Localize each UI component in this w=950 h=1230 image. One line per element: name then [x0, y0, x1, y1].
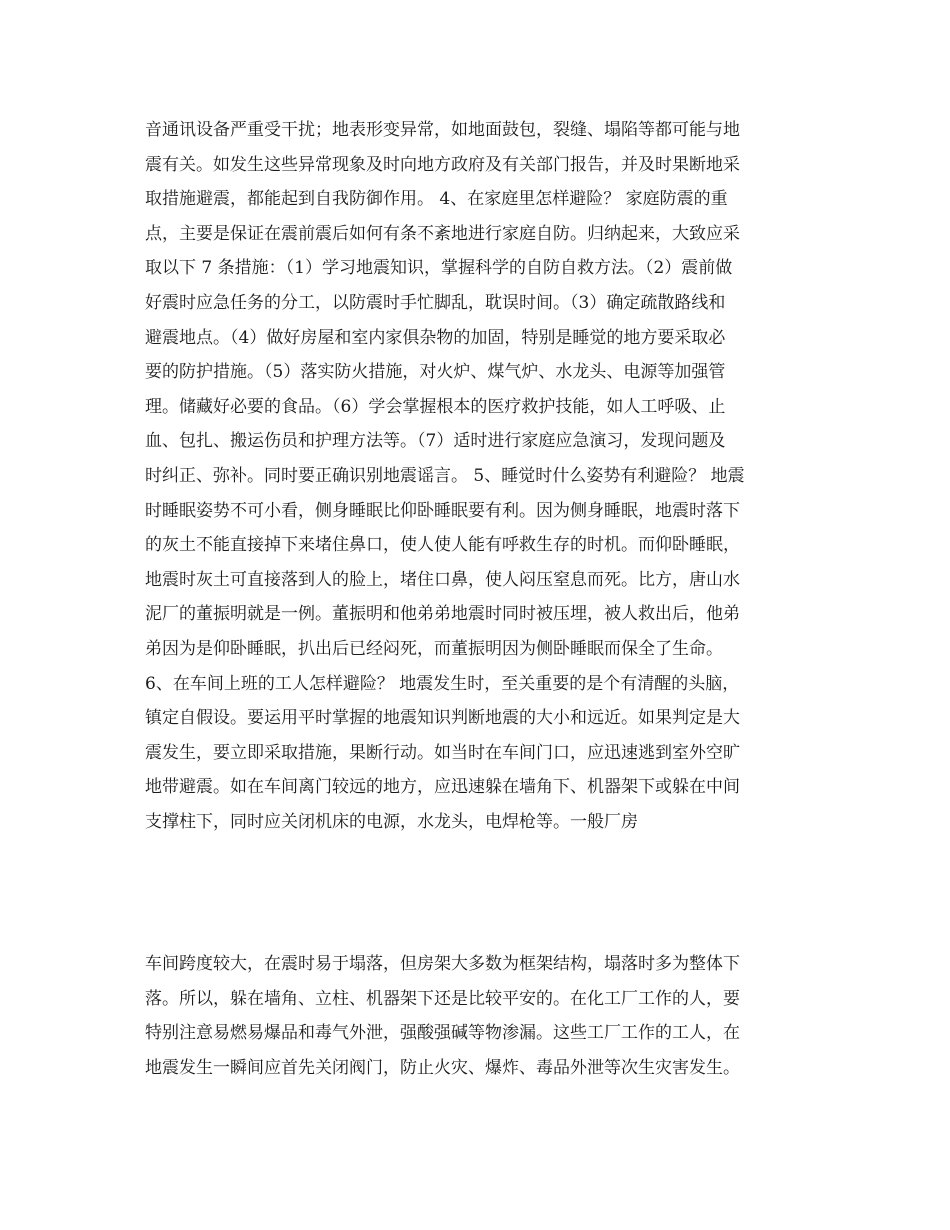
text-line: 6、在车间上班的工人怎样避险？ 地震发生时，至关重要的是个有清醒的头脑，: [145, 673, 740, 694]
text-line: 地带避震。如在车间离门较远的地方，应迅速躲在墙角下、机器架下或躲在中间: [145, 777, 740, 798]
text-line: 血、包扎、搬运伤员和护理方法等。（7）适时进行家庭应急演习，发现问题及: [145, 431, 726, 452]
text-line: 点，主要是保证在震前震后如何有条不紊地进行家庭自防。归纳起来，大致应采: [145, 223, 740, 244]
text-line: 取措施避震，都能起到自我防御作用。 4、在家庭里怎样避险？ 家庭防震的重: [145, 189, 728, 210]
text-line: 取以下 7 条措施：（1）学习地震知识，掌握科学的自防自救方法。（2）震前做: [145, 258, 733, 279]
text-line: 弟因为是仰卧睡眠，扒出后已经闷死，而董振明因为侧卧睡眠而保全了生命。: [145, 638, 723, 659]
text-line: 时睡眠姿势不可小看，侧身睡眠比仰卧睡眠要有利。因为侧身睡眠，地震时落下: [145, 500, 740, 521]
text-line: 的灰土不能直接掉下来堵住鼻口，使人使人能有呼救生存的时机。而仰卧睡眠，: [145, 535, 740, 556]
text-line: 震有关。如发生这些异常现象及时向地方政府及有关部门报告，并及时果断地采: [145, 154, 740, 175]
text-line: 镇定自假设。要运用平时掌握的地震知识判断地震的大小和远近。如果判定是大: [145, 708, 740, 729]
text-line: 时纠正、弥补。同时要正确识别地震谣言。 5、睡觉时什么姿势有利避险？ 地震: [145, 465, 745, 486]
text-line: 地震发生一瞬间应首先关闭阀门，防止火灾、爆炸、毒品外泄等次生灾害发生。: [145, 1057, 740, 1078]
text-line: 地震时灰土可直接落到人的脸上，堵住口鼻，使人闷压窒息而死。比方，唐山水: [145, 569, 740, 590]
text-line: 支撑柱下，同时应关闭机床的电源，水龙头，电焊枪等。一般厂房: [145, 811, 638, 832]
text-line: 特别注意易燃易爆品和毒气外泄，强酸强碱等物渗漏。这些工厂工作的工人，在: [145, 1023, 740, 1044]
body-text-block-1: [145, 113, 810, 839]
text-line: 好震时应急任务的分工，以防震时手忙脚乱，耽误时间。（3）确定疏散路线和: [145, 292, 726, 313]
body-text-block-2: [145, 947, 810, 1085]
text-line: 车间跨度较大，在震时易于塌落，但房架大多数为框架结构，塌落时多为整体下: [145, 954, 740, 974]
text-line: 理。储藏好必要的食品。（6）学会掌握根本的医疗救护技能，如人工呼吸、止: [145, 396, 726, 417]
text-line: 要的防护措施。（5）落实防火措施，对火炉、煤气炉、水龙头、电源等加强管: [145, 362, 726, 383]
text-line: 泥厂的董振明就是一例。董振明和他弟弟地震时同时被压埋，被人救出后，他弟: [145, 604, 740, 625]
text-line: 避震地点。（4）做好房屋和室内家俱杂物的加固，特别是睡觉的地方要采取必: [145, 327, 726, 348]
text-line: 落。所以，躲在墙角、立柱、机器架下还是比较平安的。在化工厂工作的人，要: [145, 988, 740, 1009]
text-line: 震发生，要立即采取措施，果断行动。如当时在车间门口，应迅速逃到室外空旷: [145, 742, 740, 763]
text-line: 音通讯设备严重受干扰；地表形变异常，如地面鼓包，裂缝、塌陷等都可能与地: [145, 120, 740, 140]
